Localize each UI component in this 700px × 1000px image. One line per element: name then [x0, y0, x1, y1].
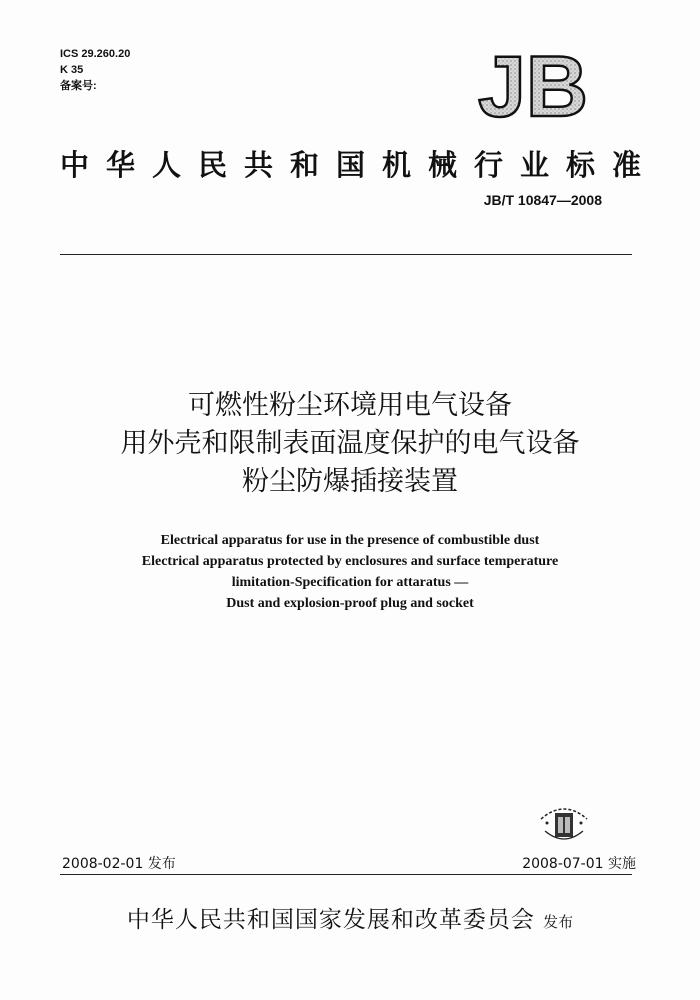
chinese-title-line: 用外壳和限制表面温度保护的电气设备: [120, 428, 580, 459]
english-title-line: Dust and explosion-proof plug and socket: [226, 596, 474, 611]
footer-divider: [60, 874, 632, 875]
official-seal-icon: [533, 797, 595, 847]
issuing-authority: [0, 901, 700, 934]
english-title: [0, 530, 700, 614]
jb-logo: [458, 40, 608, 122]
implementation-date: 2008-07-01 实施: [522, 856, 636, 872]
logo-text: JB: [478, 40, 588, 122]
issuer-name: 中华人民共和国国家发展和改革委员会: [126, 907, 535, 933]
english-title-line: Electrical apparatus protected by enclosures and surface temperature: [141, 554, 559, 569]
chinese-title-line: 粉尘防爆插接装置: [242, 466, 458, 497]
filing-number-label: 备案号:: [60, 80, 97, 92]
document-metadata: [60, 46, 130, 94]
ics-code: ICS 29.260.20: [60, 48, 131, 60]
chinese-title-line: 可燃性粉尘环境用电气设备: [188, 390, 512, 421]
english-title-line: Electrical apparatus for use in the presence of combustible dust: [160, 533, 540, 548]
standard-code: JB/T 10847—2008: [483, 192, 602, 208]
standard-category-title: 中华人民共和国机械行业标准: [60, 148, 659, 182]
english-title-line: limitation-Specification for attaratus —: [231, 575, 469, 590]
publish-date: 2008-02-01 发布: [62, 856, 176, 872]
classification-code: K 35: [60, 64, 84, 76]
issuer-suffix: 发布: [543, 913, 574, 931]
chinese-title: [0, 387, 700, 501]
header-divider: [60, 254, 632, 255]
